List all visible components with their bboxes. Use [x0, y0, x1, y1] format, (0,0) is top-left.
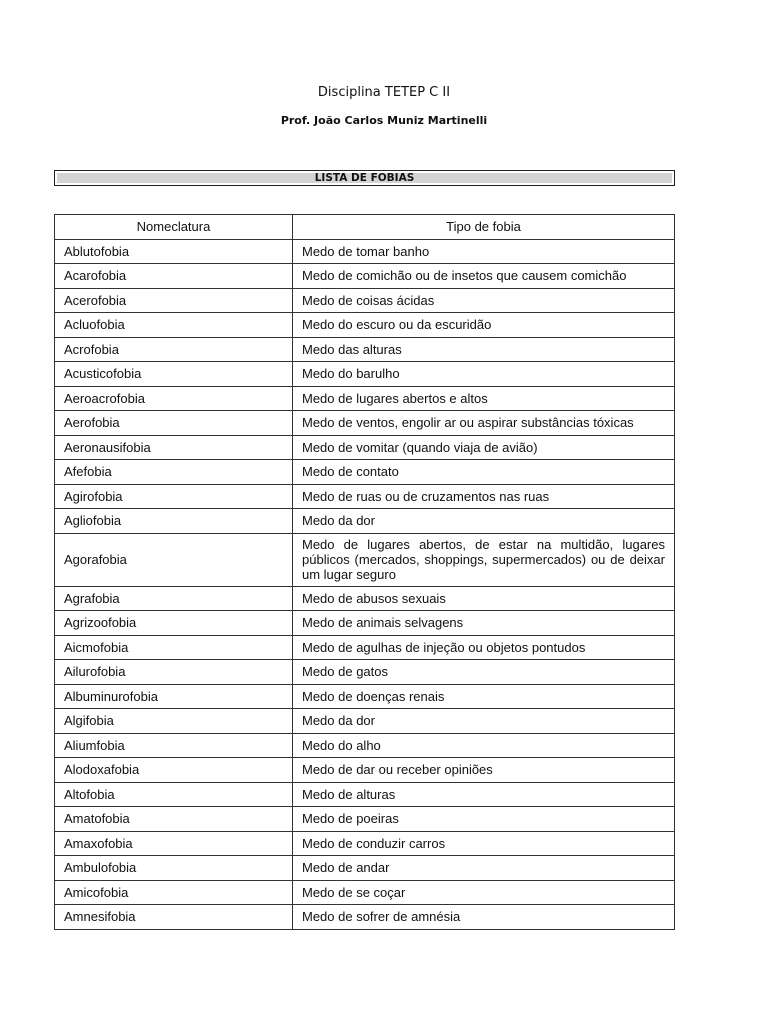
phobia-description-cell: Medo da dor: [293, 709, 675, 734]
phobia-name-cell: Acrofobia: [55, 337, 293, 362]
phobia-name-cell: Aicmofobia: [55, 635, 293, 660]
table-row: [55, 758, 675, 783]
table-row: [55, 386, 675, 411]
table-row: [55, 313, 675, 338]
phobia-description-cell: Medo de conduzir carros: [293, 831, 675, 856]
phobia-name-cell: Albuminurofobia: [55, 684, 293, 709]
table-row: [55, 660, 675, 685]
phobia-name-cell: Amnesifobia: [55, 905, 293, 930]
table-row: [55, 509, 675, 534]
table-row: [55, 362, 675, 387]
phobia-description-cell: Medo de andar: [293, 856, 675, 881]
phobia-name-cell: Aeroacrofobia: [55, 386, 293, 411]
phobia-description-cell: Medo do barulho: [293, 362, 675, 387]
phobia-name-cell: Amicofobia: [55, 880, 293, 905]
phobia-description-cell: Medo de agulhas de injeção ou objetos pontudos: [293, 635, 675, 660]
phobia-description-cell: Medo do alho: [293, 733, 675, 758]
phobia-description-cell: Medo de dar ou receber opiniões: [293, 758, 675, 783]
table-row: [55, 635, 675, 660]
phobia-name-cell: Ambulofobia: [55, 856, 293, 881]
phobia-description-cell: Medo de se coçar: [293, 880, 675, 905]
phobia-description-cell: Medo do escuro ou da escuridão: [293, 313, 675, 338]
table-row: [55, 533, 675, 586]
phobia-description-cell: Medo de ventos, engolir ar ou aspirar substâncias tóxicas: [293, 411, 675, 436]
phobia-name-cell: Ailurofobia: [55, 660, 293, 685]
phobia-name-cell: Agrizoofobia: [55, 611, 293, 636]
document-title: Disciplina TETEP C II: [317, 85, 451, 100]
phobia-description-cell: Medo de ruas ou de cruzamentos nas ruas: [293, 484, 675, 509]
table-row: [55, 484, 675, 509]
table-row: [55, 831, 675, 856]
phobia-description-cell: Medo de gatos: [293, 660, 675, 685]
phobia-description-cell: Medo de animais selvagens: [293, 611, 675, 636]
phobia-description-cell: Medo de tomar banho: [293, 239, 675, 264]
table-row: [55, 337, 675, 362]
phobia-name-cell: Aerofobia: [55, 411, 293, 436]
column-header-phobia-type: Tipo de fobia: [293, 215, 675, 240]
phobia-description-cell: Medo de contato: [293, 460, 675, 485]
table-row: [55, 684, 675, 709]
table-row: [55, 733, 675, 758]
table-row: [55, 709, 675, 734]
phobia-name-cell: Afefobia: [55, 460, 293, 485]
phobia-name-cell: Agliofobia: [55, 509, 293, 534]
table-row: [55, 856, 675, 881]
table-row: [55, 586, 675, 611]
phobia-name-cell: Ablutofobia: [55, 239, 293, 264]
phobia-description-cell: Medo de comichão ou de insetos que causem comichão: [293, 264, 675, 289]
phobia-description-cell: Medo de sofrer de amnésia: [293, 905, 675, 930]
phobia-name-cell: Agrafobia: [55, 586, 293, 611]
column-header-nomenclature: Nomeclatura: [55, 215, 293, 240]
phobia-name-cell: Agorafobia: [55, 533, 293, 586]
table-row: [55, 611, 675, 636]
phobia-description-cell: Medo de lugares abertos, de estar na multidão, lugares públicos (mercados, shoppings, supermercados) ou de deixar um lugar seguro: [293, 533, 675, 586]
table-row: [55, 807, 675, 832]
phobia-name-cell: Acluofobia: [55, 313, 293, 338]
list-banner-label: LISTA DE FOBIAS: [57, 173, 672, 183]
document-author: Prof. João Carlos Muniz Martinelli: [280, 114, 488, 127]
table-row: [55, 905, 675, 930]
phobia-name-cell: Algifobia: [55, 709, 293, 734]
phobia-description-cell: Medo da dor: [293, 509, 675, 534]
table-row: [55, 460, 675, 485]
phobia-name-cell: Alodoxafobia: [55, 758, 293, 783]
phobia-name-cell: Acusticofobia: [55, 362, 293, 387]
phobia-name-cell: Agirofobia: [55, 484, 293, 509]
phobia-description-cell: Medo de coisas ácidas: [293, 288, 675, 313]
list-banner: [54, 170, 675, 186]
phobia-description-cell: Medo das alturas: [293, 337, 675, 362]
table-row: [55, 239, 675, 264]
phobia-description-cell: Medo de vomitar (quando viaja de avião): [293, 435, 675, 460]
table-row: [55, 435, 675, 460]
phobia-name-cell: Aliumfobia: [55, 733, 293, 758]
phobia-description-cell: Medo de poeiras: [293, 807, 675, 832]
phobia-description-cell: Medo de abusos sexuais: [293, 586, 675, 611]
phobia-table: [54, 214, 675, 930]
phobia-name-cell: Aeronausifobia: [55, 435, 293, 460]
phobia-name-cell: Amatofobia: [55, 807, 293, 832]
table-body: [55, 239, 675, 929]
phobia-name-cell: Altofobia: [55, 782, 293, 807]
phobia-name-cell: Amaxofobia: [55, 831, 293, 856]
table-row: [55, 264, 675, 289]
table-header-row: [55, 215, 675, 240]
phobia-name-cell: Acerofobia: [55, 288, 293, 313]
phobia-name-cell: Acarofobia: [55, 264, 293, 289]
table-row: [55, 880, 675, 905]
table-row: [55, 411, 675, 436]
table-row: [55, 782, 675, 807]
phobia-description-cell: Medo de doenças renais: [293, 684, 675, 709]
phobia-description-cell: Medo de lugares abertos e altos: [293, 386, 675, 411]
table-row: [55, 288, 675, 313]
phobia-description-cell: Medo de alturas: [293, 782, 675, 807]
